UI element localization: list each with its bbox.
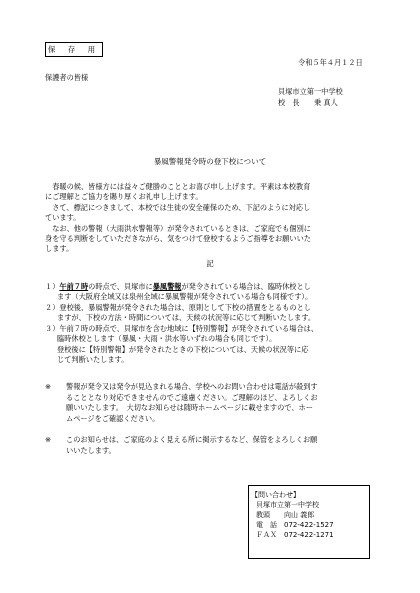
body-line: 身を守る判断をしていただきながら、気をつけて登校するようご指導をお願いいた bbox=[45, 234, 311, 243]
item-number: ２） bbox=[45, 303, 60, 312]
contact-box bbox=[248, 485, 370, 559]
body-line: にご理解とご協力を賜り厚くお礼申し上げます。 bbox=[45, 192, 203, 201]
list-item bbox=[45, 303, 311, 312]
body-line: ています。 bbox=[45, 213, 81, 222]
item-line: じて判断いたします。 bbox=[57, 355, 129, 364]
note-line: このお知らせは、ご家庭のよく見える所に掲示するなど、保管をよろしくお願 bbox=[66, 435, 318, 444]
list-item bbox=[45, 324, 318, 333]
item-line: 登校後に【特別警報】が発令されたときの下校については、天候の状況等に応 bbox=[57, 345, 309, 354]
item-text: の時点で、貝塚市に bbox=[88, 282, 153, 291]
body-line: します。 bbox=[45, 244, 74, 253]
body-line: 春暖の候、皆様方には益々ご健勝のこととお喜び申し上げます。平素は本校教育 bbox=[45, 182, 311, 191]
note-line: ムページをご確認ください。 bbox=[66, 414, 160, 423]
note-line: 警報が発令又は発令が見込まれる場合、学校へのお問い合わせは電話が殺到す bbox=[66, 382, 318, 391]
note-line: いいたします。 bbox=[66, 446, 116, 455]
ki-heading: 記 bbox=[206, 259, 214, 268]
note-line: ることとなり対応できませんのでご遠慮ください。ご理解のほど、よろしくお bbox=[66, 393, 318, 402]
list-item bbox=[45, 282, 311, 291]
emphasis-storm-warning: 暴風警報 bbox=[152, 282, 182, 291]
note-mark: ※ bbox=[45, 382, 52, 391]
body-line: さて、標記につきまして、本校では生徒の安全確保のため、下記のように対応し bbox=[45, 203, 311, 212]
note-line: 願いいたします。 大切なお知らせは随時ホームページに載せますので、ホー bbox=[66, 403, 313, 412]
contact-fax: ＦＡＸ 072-422-1271 bbox=[256, 531, 334, 539]
item-line: ます（大阪府全域又は泉州全域に暴風警報が発令されている場合も同様です）。 bbox=[57, 292, 313, 301]
addressee: 保護者の皆様 bbox=[45, 73, 89, 82]
item-number: ３） bbox=[45, 324, 60, 333]
principal-name: 校 長 乗 真人 bbox=[278, 98, 338, 107]
document-title: 暴風警報発令時の登下校について bbox=[153, 157, 267, 166]
item-text: が発令されている場合は、臨時休校とし bbox=[181, 282, 311, 291]
school-name: 貝塚市立第一中学校 bbox=[278, 87, 343, 96]
item-line: 臨時休校とします（暴風・大雨・洪水等いずれの場合も同じです）。 bbox=[57, 334, 277, 343]
item-text: 登校後、暴風警報が発令された場合は、原則として下校の措置をとるものとし bbox=[59, 303, 311, 312]
item-text: 午前７時の時点で、貝塚市を含む地域に【特別警報】が発令されている場合は、 bbox=[59, 324, 319, 333]
contact-heading: 【問い合わせ】 bbox=[251, 491, 300, 499]
contact-school: 貝塚市立第一中学校 bbox=[256, 501, 319, 509]
contact-person: 教頭 向山 義郎 bbox=[256, 511, 315, 519]
emphasis-time: 午前７時 bbox=[59, 282, 89, 291]
note-mark: ※ bbox=[45, 435, 52, 444]
contact-phone: 電 話 072-422-1527 bbox=[256, 521, 334, 529]
item-line: ますが、下校の方法・時間については、天候の状況等に応じて判断いたします。 bbox=[57, 313, 316, 322]
preservation-stamp: 保 存 用 bbox=[45, 42, 103, 57]
item-number: １） bbox=[45, 282, 60, 291]
issue-date: 令和５年４月１２日 bbox=[298, 58, 363, 67]
body-line: なお、他の警報（大雨洪水警報等）が発令されているときは、ご家庭でも個別に bbox=[45, 224, 311, 233]
